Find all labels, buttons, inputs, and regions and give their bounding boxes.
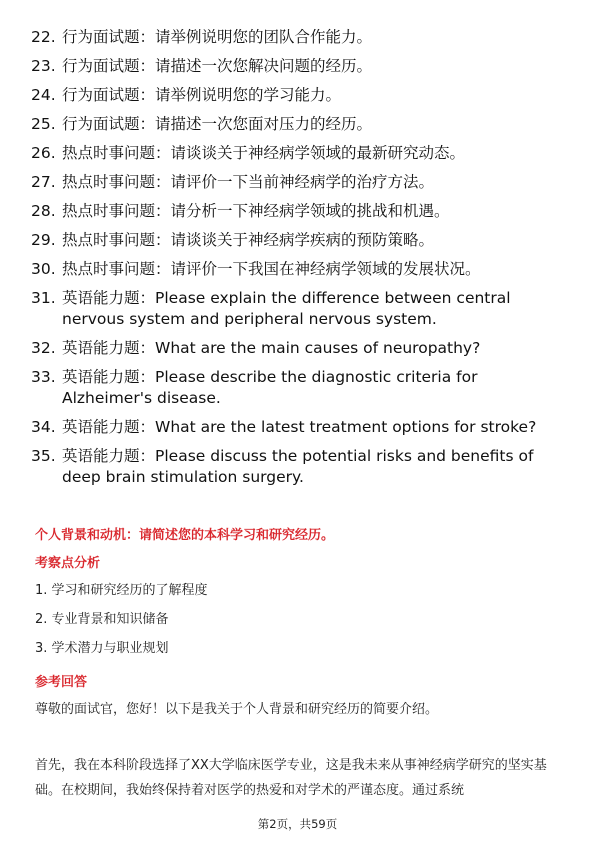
item-text: 英语能力题：What are the main causes of neuropathy?: [62, 339, 481, 357]
list-item: [31, 417, 561, 438]
item-text: 英语能力题：What are the latest treatment options for stroke?: [62, 418, 537, 436]
item-number: 34.: [31, 418, 56, 436]
list-item: [31, 201, 561, 222]
item-text: 英语能力题：Please describe the diagnostic criteria for Alzheimer's disease.: [62, 368, 478, 407]
item-text: 热点时事问题：请评价一下当前神经病学的治疗方法。: [62, 173, 435, 191]
item-number: 25.: [31, 115, 56, 133]
item-text: 英语能力题：Please explain the difference between central nervous system and peripheral nervous system.: [62, 289, 511, 328]
analysis-heading: 考察点分析: [35, 556, 101, 571]
item-text: 热点时事问题：请分析一下神经病学领域的挑战和机遇。: [62, 202, 450, 220]
item-text: 行为面试题：请举例说明您的学习能力。: [62, 86, 342, 104]
item-text: 热点时事问题：请谈谈关于神经病学领域的最新研究动态。: [62, 144, 466, 162]
answer-paragraph: 首先，我在本科阶段选择了XX大学临床医学专业，这是我未来从事神经病学研究的坚实基础。在校期间，我始终保持着对医学的热爱和对学术的严谨态度。通过系统: [35, 758, 547, 798]
list-item: [31, 85, 561, 106]
item-number: 22.: [31, 28, 56, 46]
item-number: 29.: [31, 231, 56, 249]
page-number: 第2页，共59页: [257, 817, 338, 831]
list-item: [31, 56, 561, 77]
list-item: [31, 288, 561, 330]
list-item: [31, 367, 561, 409]
list-item: [31, 143, 561, 164]
item-number: 27.: [31, 173, 56, 191]
item-text: 行为面试题：请描述一次您面对压力的经历。: [62, 115, 373, 133]
item-text: 热点时事问题：请谈谈关于神经病学疾病的预防策略。: [62, 231, 435, 249]
list-item: [31, 338, 561, 359]
item-number: 31.: [31, 289, 56, 307]
item-number: 28.: [31, 202, 56, 220]
item-text: 热点时事问题：请评价一下我国在神经病学领域的发展状况。: [62, 260, 481, 278]
item-number: 23.: [31, 57, 56, 75]
answer-greeting: 尊敬的面试官，您好！以下是我关于个人背景和研究经历的简要介绍。: [35, 702, 439, 717]
item-text: 行为面试题：请举例说明您的团队合作能力。: [62, 28, 373, 46]
answer-heading: 参考回答: [35, 675, 88, 690]
item-number: 33.: [31, 368, 56, 386]
analysis-point: 2. 专业背景和知识储备: [35, 612, 169, 627]
item-number: 26.: [31, 144, 56, 162]
analysis-point: 3. 学术潜力与职业规划: [35, 641, 169, 656]
list-item: [31, 259, 561, 280]
item-number: 35.: [31, 447, 56, 465]
analysis-point: 1. 学习和研究经历的了解程度: [35, 583, 208, 598]
section-title: 个人背景和动机：请简述您的本科学习和研究经历。: [35, 528, 335, 543]
list-item: [31, 230, 561, 251]
item-number: 32.: [31, 339, 56, 357]
list-item: [31, 27, 561, 48]
question-list: [31, 27, 561, 496]
item-number: 24.: [31, 86, 56, 104]
item-text: 英语能力题：Please discuss the potential risks and benefits of deep brain stimulation surgery.: [62, 447, 534, 486]
item-number: 30.: [31, 260, 56, 278]
list-item: [31, 114, 561, 135]
list-item: [31, 172, 561, 193]
list-item: [31, 446, 561, 488]
item-text: 行为面试题：请描述一次您解决问题的经历。: [62, 57, 373, 75]
